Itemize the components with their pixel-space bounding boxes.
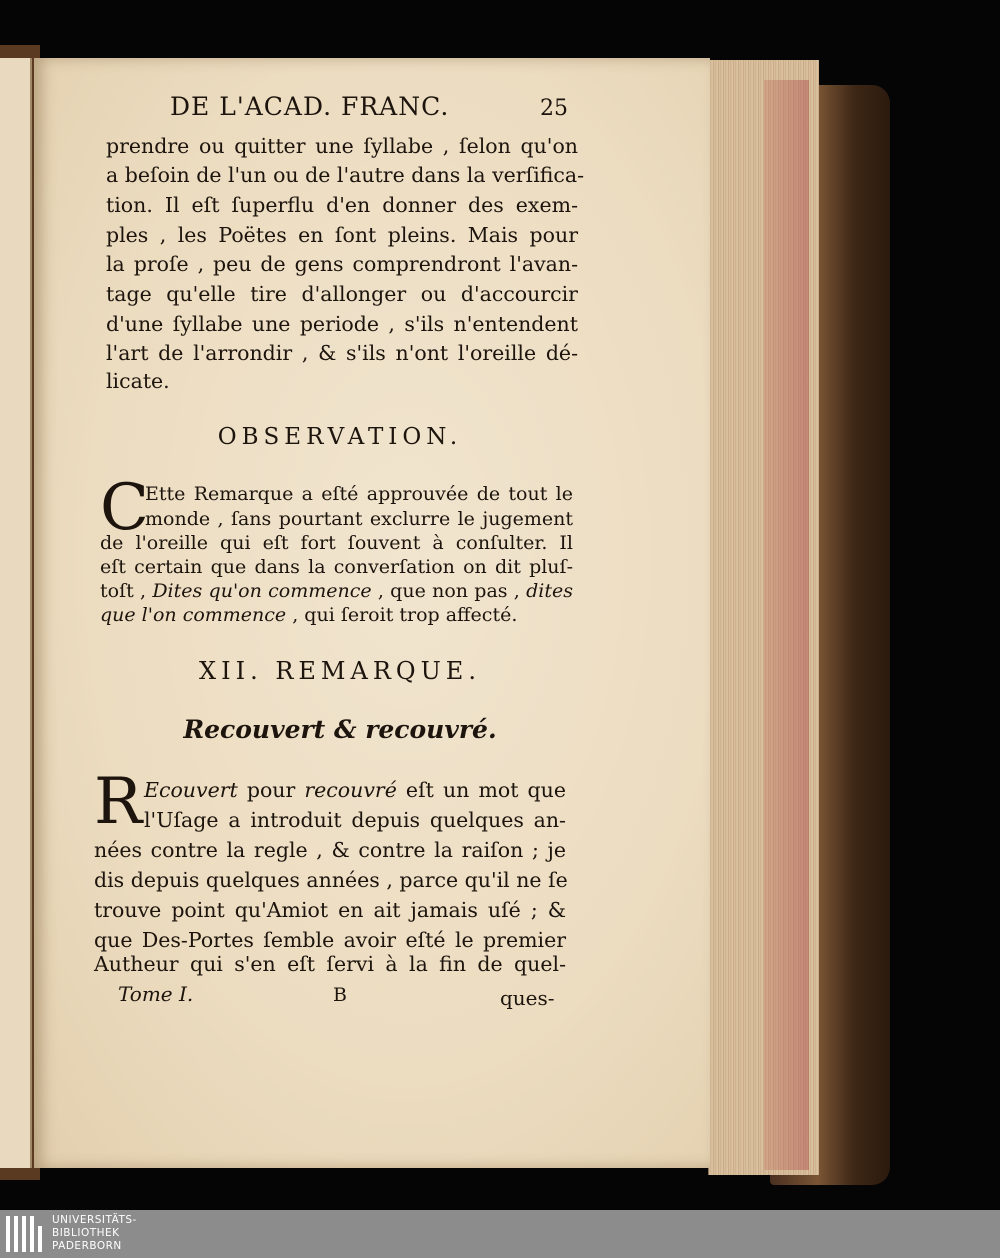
page-block-edge <box>708 60 819 1175</box>
text-line: Autheur qui s'en eſt ſervi à la fin de quel- <box>94 952 566 976</box>
text-line: trouve point qu'Amiot en ait jamais uſé ; & <box>94 898 566 922</box>
drop-cap: C <box>100 471 149 545</box>
running-head: DE L'ACAD. FRANC. <box>170 92 450 121</box>
text-line: monde , ſans pourtant exclurre le jugement <box>145 508 573 530</box>
text-line: toſt , Dites qu'on commence , que non pas , dites <box>100 580 573 602</box>
text-line: d'une ſyllabe une periode , s'ils n'entendent <box>106 312 578 336</box>
text-line: Ecouvert pour recouvré eſt un mot que <box>144 778 567 802</box>
text-line: tion. Il eſt ſuperflu d'en donner des exem- <box>106 193 578 217</box>
signature-mark: B <box>333 984 347 1006</box>
text-line: de l'oreille qui eſt fort ſouvent à conſulter. Il <box>100 532 573 554</box>
text-line: eſt certain que dans la converſation on dit pluſ- <box>100 556 573 578</box>
page-number: 25 <box>540 96 568 121</box>
text-line: prendre ou quitter une ſyllabe , ſelon qu'on <box>106 134 578 158</box>
text-line: l'art de l'arrondir , & s'ils n'ont l'oreille dé- <box>106 341 578 365</box>
text-line: que Des-Portes ſemble avoir eſté le premier <box>94 928 566 952</box>
library-logo-text: UNIVERSITÄTS- BIBLIOTHEK PADERBORN <box>52 1214 137 1252</box>
text-line: la proſe , peu de gens comprendront l'avan- <box>106 252 578 276</box>
text-line: a beſoin de l'un ou de l'autre dans la verſifica- <box>106 163 585 187</box>
text-line: licate. <box>106 369 170 393</box>
catchword: ques- <box>500 986 555 1010</box>
volume-label: Tome I. <box>118 982 194 1006</box>
text-line: dis depuis quelques années , parce qu'il ne ſe <box>94 868 568 892</box>
library-footer <box>0 1210 1000 1258</box>
library-logo-icon <box>6 1216 46 1252</box>
drop-cap: R <box>94 765 143 839</box>
text-line: ples , les Poëtes en ſont pleins. Mais pour <box>106 223 578 247</box>
text-line: l'Uſage a introduit depuis quelques an- <box>144 808 566 832</box>
text-line: tage qu'elle tire d'allonger ou d'accourcir <box>106 282 578 306</box>
remark-title: Recouvert & recouvré. <box>183 715 497 744</box>
left-page-edge <box>0 58 32 1168</box>
observation-heading: OBSERVATION. <box>217 424 463 450</box>
text-line: Ette Remarque a eſté approuvée de tout le <box>145 483 573 505</box>
text-line: que l'on commence , qui ſeroit trop affecté. <box>100 604 518 626</box>
remark-heading: XII. REMARQUE. <box>199 657 481 685</box>
text-line: nées contre la regle , & contre la raiſon ; je <box>94 838 566 862</box>
